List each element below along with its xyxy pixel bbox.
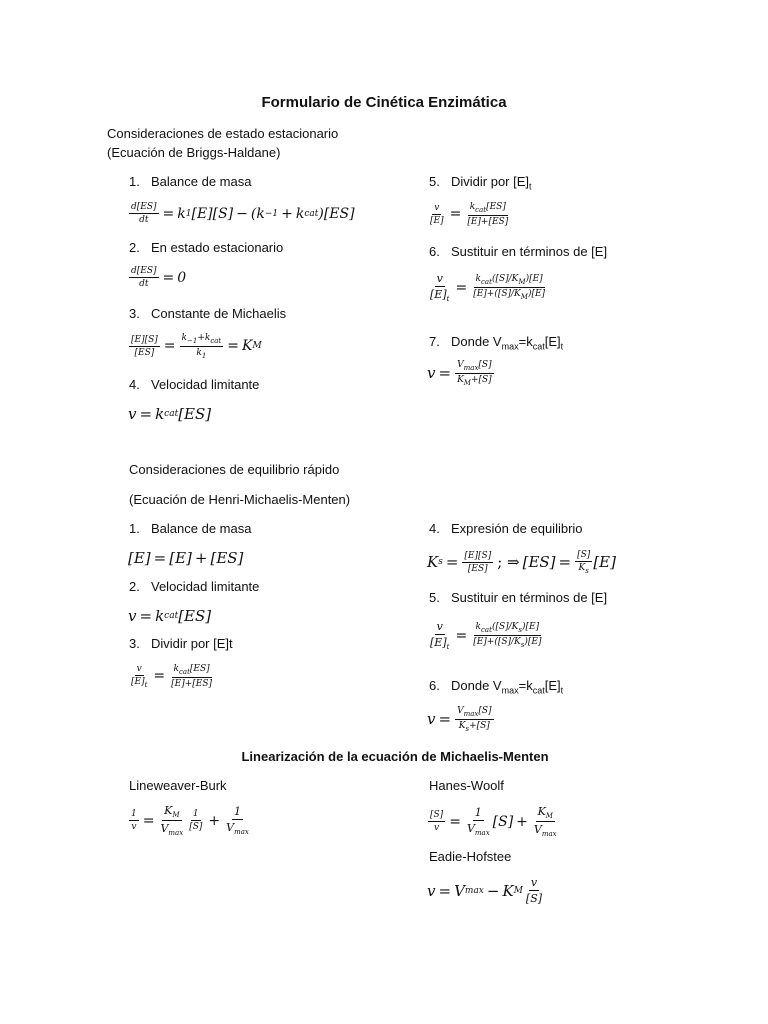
s2-step-4: 4. Expresión de equilibrio — [429, 521, 583, 536]
s2-step-6: 6. Donde $V_{max}=k_{cat}[E]_t$ — [429, 678, 564, 696]
s1-eq-limiting-velocity: v = k cat [ES] — [128, 405, 212, 423]
s1-eq-steady-state: $\frac{d[ES]}{dt}$ = 0 — [131, 266, 187, 289]
section1-subheading: (Ecuación de Briggs-Haldane) — [107, 145, 281, 160]
s1-step-7: 7. Donde $V_{max}=k_{cat}[E]_t$ — [429, 334, 564, 352]
s2-eq-mass-balance: [E] = [E] + [ES] — [128, 549, 244, 567]
s1-eq-michaelis-constant: $\frac{[E][S]}{[ES]}$ = $\frac{k_{-1}+k_{cat}}{k_1}$ = K M — [131, 333, 262, 360]
s1-step-6: 6. Sustituir en términos de [E] — [429, 244, 608, 259]
eq-eadie-hofstee: v = V max − K M $\frac{v}{[S]}$ — [427, 876, 543, 905]
s2-step-1: 1. Balance de masa — [129, 521, 252, 536]
section1-heading: Consideraciones de estado estacionario — [107, 126, 339, 141]
s2-step-3: 3. Dividir por [E]t — [129, 636, 233, 651]
s1-step-1: 1. Balance de masa — [129, 174, 252, 189]
s1-step-3: 3. Constante de Michaelis — [129, 306, 287, 321]
s1-eq-divide: $\frac{v}{[E]}$ = $\frac{k_{cat}[ES]}{[E]+[ES]}$ — [430, 202, 509, 227]
section2-subheading: (Ecuación de Henri-Michaelis-Menten) — [129, 492, 351, 507]
s2-step-2: 2. Velocidad limitante — [129, 579, 260, 594]
method-hanes-woolf: Hanes-Woolf — [429, 778, 504, 793]
s1-eq-mass-balance: $\frac{d[ES]}{dt}$ = k 1 [E][S] − (k −1 + k cat )[ES] — [131, 202, 355, 225]
section3-heading: Linearización de la ecuación de Michaelis-Menten — [241, 749, 549, 764]
s1-step-5: 5. Dividir por $[E]_t$ — [429, 174, 532, 192]
s1-eq-substitute: $\frac{v}{[E]_t}$ = $\frac{k_{cat}([S]/K_M)[E]}{[E]+([S]/K_M)[E]}$ — [430, 272, 546, 304]
s1-step-4: 4. Velocidad limitante — [129, 377, 260, 392]
s2-eq-substitute: $\frac{v}{[E]_t}$ = $\frac{k_{cat}([S]/K_s)[E]}{[E]+([S]/K_s)[E]}$ — [430, 620, 542, 652]
method-eadie-hofstee: Eadie-Hofstee — [429, 849, 512, 864]
method-lineweaver-burk: Lineweaver-Burk — [129, 778, 227, 793]
s2-eq-equilibrium: K s = $\frac{[E][S]}{[ES]}$ ; ⇒ [ES] = $\frac{[S]}{K_s}$ [E] — [427, 550, 616, 575]
s2-step-5: 5. Sustituir en términos de [E] — [429, 590, 608, 605]
eq-hanes-woolf: $\frac{[S]}{v}$ = $\frac{1}{V_{max}}$ [S] + $\frac{K_M}{V_{max}}$ — [430, 805, 557, 839]
section2-heading: Consideraciones de equilibrio rápido — [129, 462, 340, 477]
s1-eq-final: v = $\frac{V_{max}[S]}{K_M+[S]}$ — [427, 360, 492, 387]
eq-lineweaver-burk: $\frac{1}{v}$ = $\frac{K_M}{V_{max}}$ $\frac{1}{[S]}$ + $\frac{1}{V_{max}}$ — [131, 804, 249, 838]
s2-eq-final: v = $\frac{V_{max}[S]}{K_s+[S]}$ — [427, 706, 492, 733]
page-title: Formulario de Cinética Enzimática — [261, 94, 507, 111]
s2-eq-divide: $\frac{v}{[E]_t}$ = $\frac{k_{cat}[ES]}{[E]+[ES]}$ — [131, 664, 213, 689]
s2-eq-limiting-velocity: v = k cat [ES] — [128, 607, 212, 625]
s1-step-2: 2. En estado estacionario — [129, 240, 284, 255]
